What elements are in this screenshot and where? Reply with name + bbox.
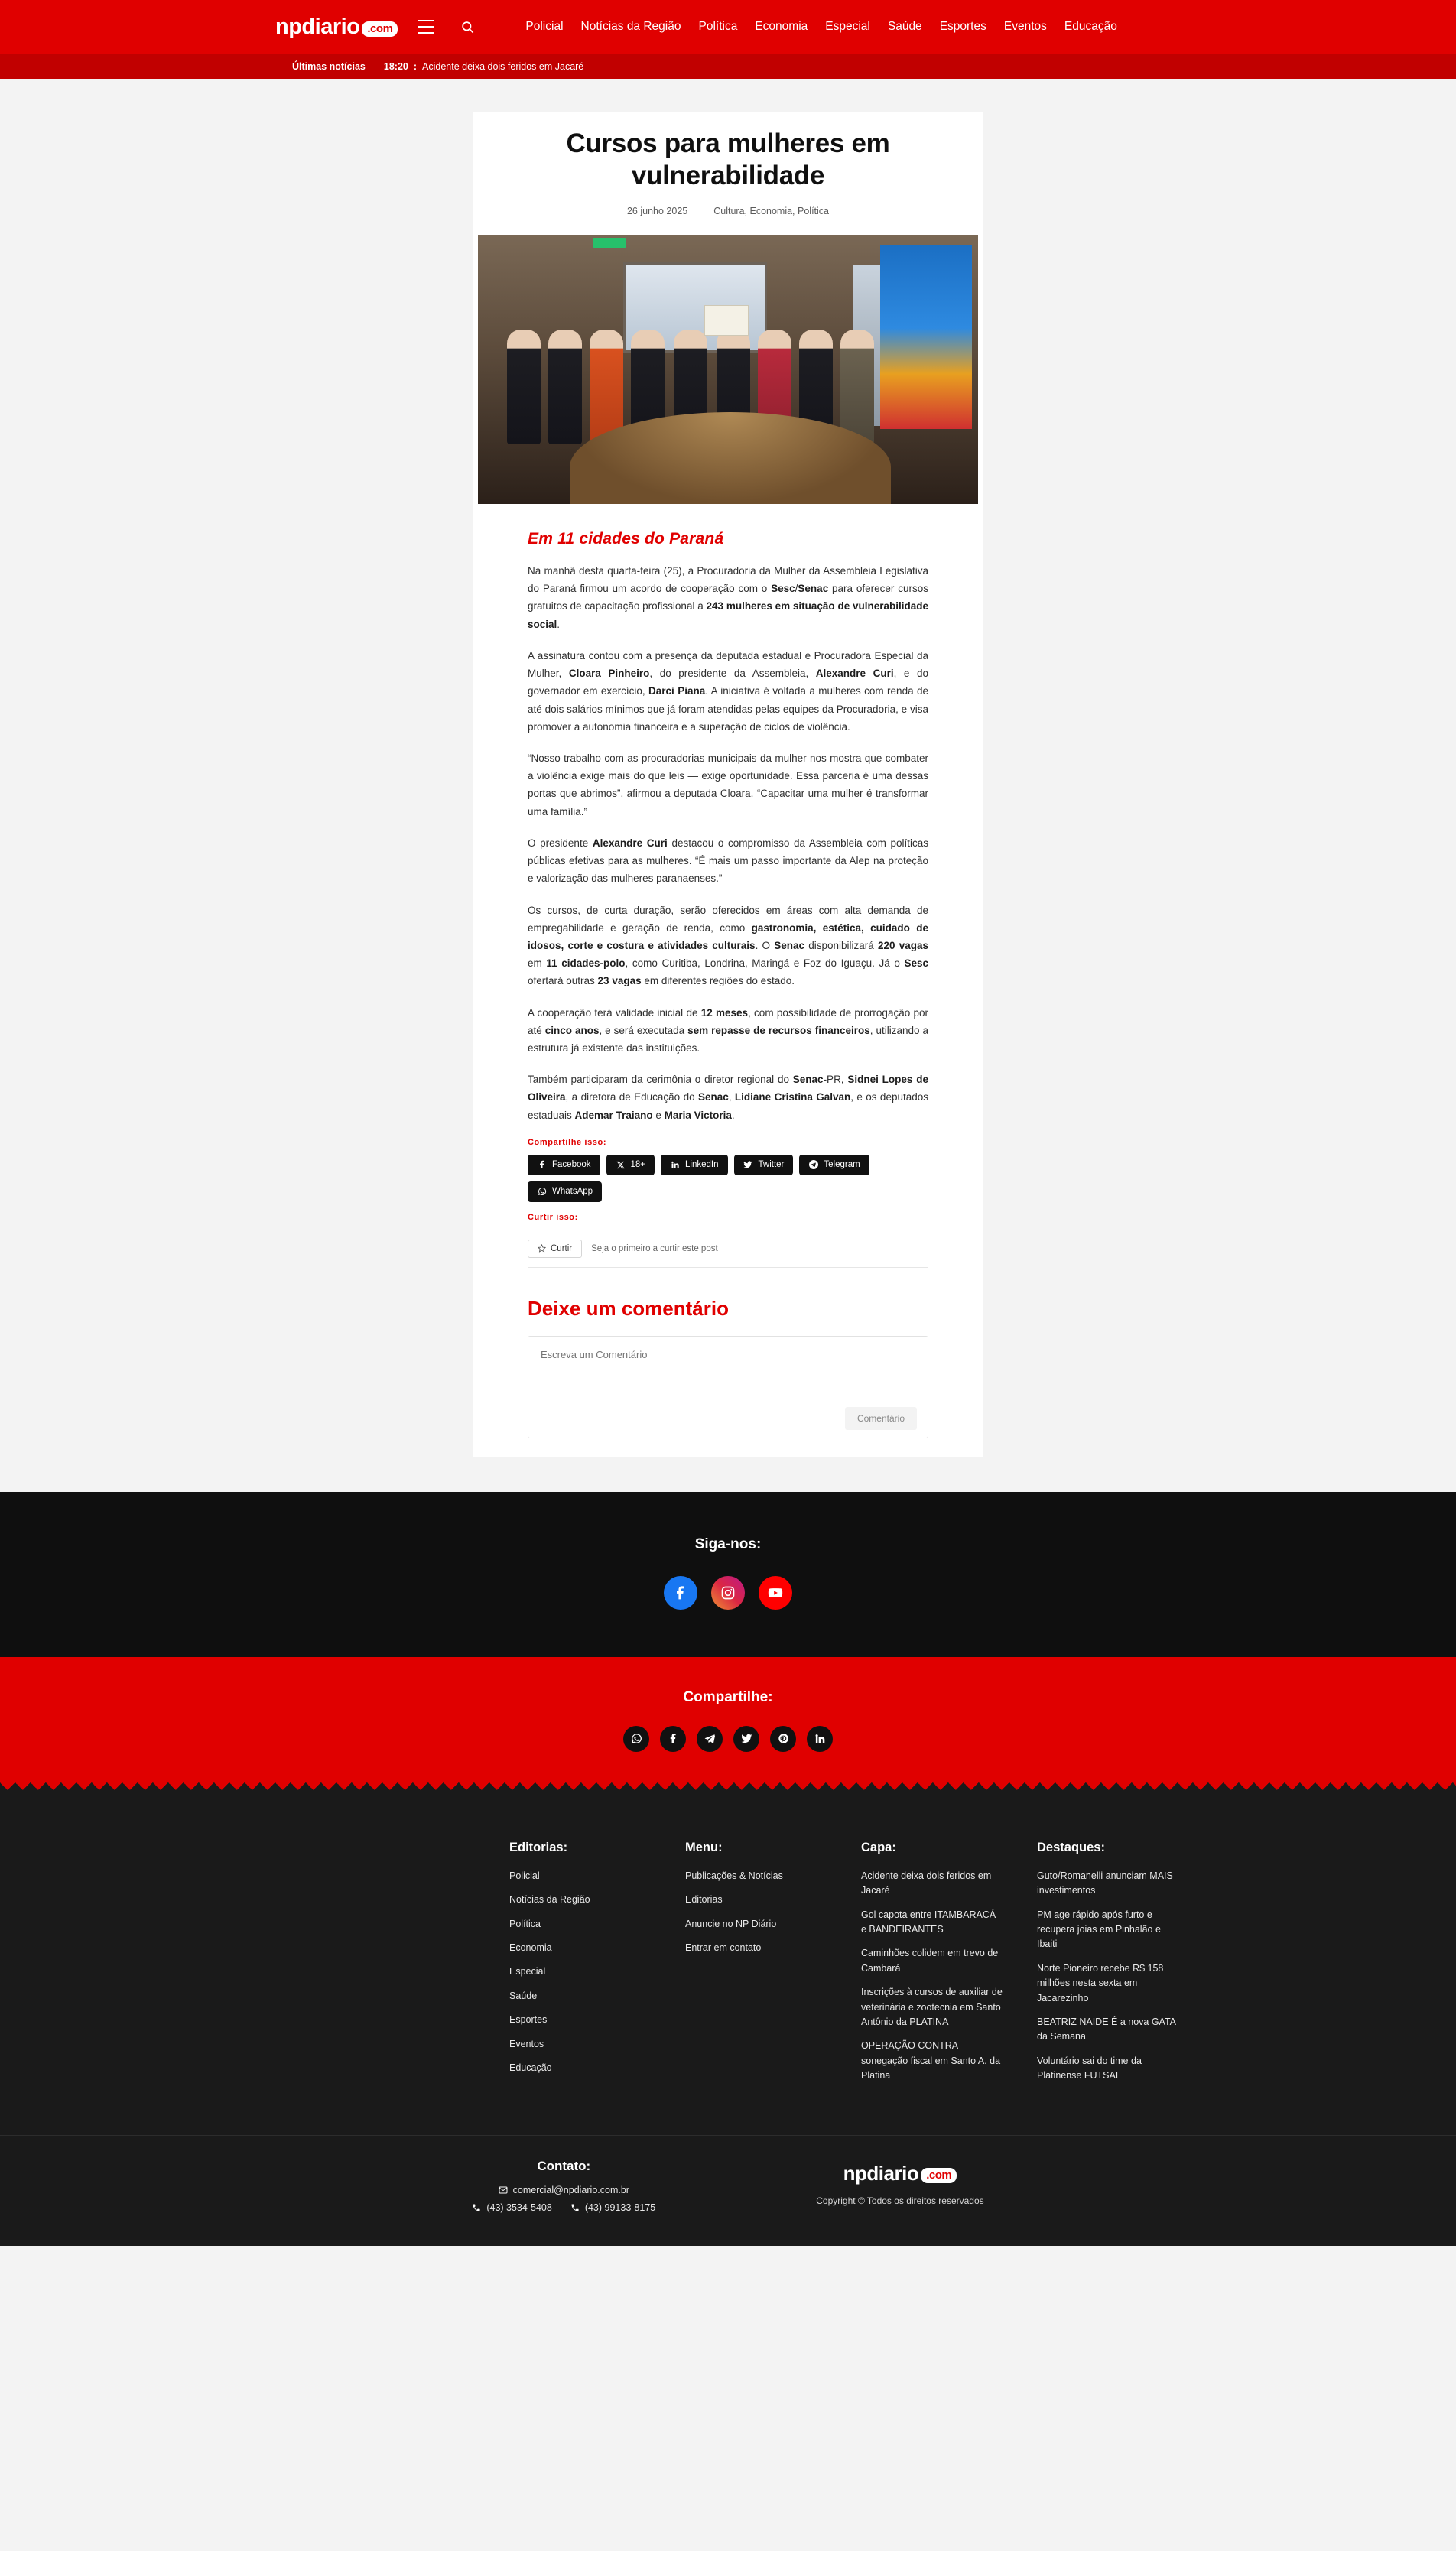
footer-link[interactable]: Entrar em contato xyxy=(685,1942,762,1954)
whatsapp-icon[interactable] xyxy=(623,1726,649,1752)
article-paragraph: “Nosso trabalho com as procuradorias municipais da mulher nos mostra que combater a violência exige mais do que leis — exige oportunidade. Essa parceria é uma dessas portas que abrimos”, afirmou a deputada Cloara. “Capacitar uma mulher é transformar uma família.” xyxy=(528,752,928,817)
footer-column-title: Editorias: xyxy=(509,1840,568,1854)
footer-link[interactable]: Economia xyxy=(509,1942,552,1954)
article-paragraph: Os cursos, de curta duração, serão oferecidos em áreas com alta demanda de empregabilidade e geração de renda, como gastronomia, estética, cuidado de idosos, corte e costura e atividades culturais. O Senac disponibilizará 220 vagas em 11 cidades-polo, como Curitiba, Londrina, Maringá e Foz do Iguaçu. Já o Sesc ofertará outras 23 vagas em diferentes regiões do estado. xyxy=(528,904,929,987)
linkedin-icon[interactable] xyxy=(807,1726,833,1752)
youtube-icon[interactable] xyxy=(759,1576,792,1610)
follow-heading: Siga-nos: xyxy=(694,1535,762,1552)
footer-link[interactable]: Esportes xyxy=(509,2014,548,2026)
breaking-news-ticker xyxy=(0,54,1456,79)
logo-text: npdiario xyxy=(275,14,360,39)
main-navigation xyxy=(525,20,1116,34)
share-button-facebook[interactable] xyxy=(528,1155,600,1175)
facebook-icon xyxy=(537,1160,547,1170)
like-section-title: Curtir isso: xyxy=(528,1212,578,1222)
nav-item-policial[interactable]: Policial xyxy=(525,20,564,33)
comment-form xyxy=(528,1336,928,1438)
nav-item-especial[interactable]: Especial xyxy=(825,20,870,33)
footer-link[interactable]: PM age rápido após furto e recupera joias em Pinhalão e Ibaiti xyxy=(1037,1909,1161,1950)
share-button-label: Facebook xyxy=(552,1159,591,1169)
footer-link[interactable]: Publicações & Notícias xyxy=(685,1870,783,1881)
footer-brand xyxy=(816,2159,983,2206)
footer-link[interactable]: Saúde xyxy=(509,1990,538,2001)
comment-form-footer xyxy=(528,1399,928,1438)
share-button-label: Twitter xyxy=(758,1159,785,1169)
article-paragraph: O presidente Alexandre Curi destacou o compromisso da Assembleia com políticas públicas efetivas para as mulheres. “É mais um passo importante da Alep na proteção e valorização das mulheres paranaenses.” xyxy=(528,837,929,885)
footer-column-capa xyxy=(861,1841,1037,2093)
article-meta xyxy=(473,206,983,216)
ticker-headline[interactable]: Acidente deixa dois feridos em Jacaré xyxy=(422,60,584,72)
contact-title: Contato: xyxy=(537,2159,591,2174)
contact-phones xyxy=(472,2202,655,2220)
contact-email: comercial@npdiario.com.br xyxy=(512,2185,629,2196)
comment-input[interactable] xyxy=(528,1337,928,1395)
ticker-time: 18:20 xyxy=(383,60,408,72)
follow-icon-row xyxy=(0,1576,1456,1610)
phone-icon xyxy=(570,2203,580,2212)
pinterest-icon[interactable] xyxy=(770,1726,796,1752)
footer-link[interactable]: Eventos xyxy=(509,2038,544,2049)
article-paragraph: Na manhã desta quarta-feira (25), a Procuradoria da Mulher da Assembleia Legislativa do Paraná firmou um acordo de cooperação com o Sesc/Senac para oferecer cursos gratuitos de capacitação profissional a 243 mulheres em situação de vulnerabilidade social. xyxy=(528,565,929,630)
share-button-label: WhatsApp xyxy=(552,1186,593,1196)
hamburger-icon[interactable] xyxy=(418,20,434,34)
article-categories[interactable]: Cultura, Economia, Política xyxy=(713,206,829,216)
telegram-icon xyxy=(808,1160,818,1170)
share-button-label: LinkedIn xyxy=(685,1159,719,1169)
footer-column-title: Menu: xyxy=(685,1840,723,1854)
footer-link[interactable]: Voluntário sai do time da Platinense FUTSAL xyxy=(1037,2055,1142,2081)
footer-link-list xyxy=(685,1869,861,1956)
like-note: Seja o primeiro a curtir este post xyxy=(591,1243,718,1253)
search-icon[interactable] xyxy=(457,17,477,37)
article-paragraph: A cooperação terá validade inicial de 12 meses, com possibilidade de prorrogação por até cinco anos, e será executada sem repasse de recursos financeiros, utilizando a estrutura já existente das instituições. xyxy=(528,1006,928,1055)
star-icon xyxy=(538,1244,546,1253)
article-date: 26 junho 2025 xyxy=(626,206,688,216)
like-row xyxy=(528,1230,928,1268)
page-body xyxy=(0,79,1456,1492)
like-button-label: Curtir xyxy=(551,1243,573,1253)
share-button-twitter[interactable] xyxy=(734,1155,794,1175)
contact-phone-row[interactable] xyxy=(472,2202,551,2213)
ticker-separator: : xyxy=(413,60,418,72)
share-band-icon-row xyxy=(0,1726,1456,1752)
telegram-icon[interactable] xyxy=(697,1726,723,1752)
share-button-linkedin[interactable] xyxy=(661,1155,727,1175)
footer-link[interactable]: Editorias xyxy=(685,1894,723,1906)
contact-phone-row[interactable] xyxy=(570,2202,655,2213)
contact-phone-2: (43) 99133-8175 xyxy=(584,2202,656,2214)
nav-item-economia[interactable]: Economia xyxy=(755,20,808,33)
facebook-icon[interactable] xyxy=(664,1576,697,1610)
footer-link[interactable]: Política xyxy=(509,1918,541,1929)
footer-link[interactable]: Gol capota entre ITAMBARACÁ e BANDEIRANTES xyxy=(861,1909,996,1935)
article-kicker: Em 11 cidades do Paraná xyxy=(528,530,724,548)
share-button-label: Telegram xyxy=(824,1159,860,1169)
site-logo[interactable] xyxy=(275,16,398,38)
footer-bottom xyxy=(0,2135,1456,2246)
comment-heading: Deixe um comentário xyxy=(528,1296,729,1320)
footer-link-list xyxy=(861,1869,1037,2084)
article-image xyxy=(478,235,978,504)
footer-logo[interactable] xyxy=(816,2163,983,2185)
footer-columns xyxy=(300,1840,1176,2093)
article-body xyxy=(473,530,983,1438)
copyright-text: Copyright © Todos os direitos reservados xyxy=(816,2195,984,2207)
nav-item-eventos[interactable]: Eventos xyxy=(1003,20,1047,33)
nav-item-saude[interactable]: Saúde xyxy=(887,20,922,33)
zigzag-divider xyxy=(0,1782,1456,1798)
like-button[interactable] xyxy=(528,1240,582,1258)
twitter-icon[interactable] xyxy=(733,1726,759,1752)
footer-link[interactable]: Anuncie no NP Diário xyxy=(685,1918,777,1929)
share-section-title: Compartilhe isso: xyxy=(528,1137,607,1147)
footer-column-menu xyxy=(685,1841,861,2093)
footer-logo-text: npdiario xyxy=(843,2162,919,2185)
footer-column-title: Capa: xyxy=(861,1840,896,1854)
phone-icon xyxy=(472,2203,481,2212)
share-button-whatsapp[interactable] xyxy=(528,1181,602,1202)
footer-column-title: Destaques: xyxy=(1037,1840,1105,1854)
footer-link[interactable]: BEATRIZ NAIDE É a nova GATA da Semana xyxy=(1037,2016,1176,2042)
nav-item-esportes[interactable]: Esportes xyxy=(939,20,986,33)
footer-link[interactable]: Guto/Romanelli anunciam MAIS investimentos xyxy=(1037,1870,1173,1896)
share-button-label: 18+ xyxy=(630,1159,646,1169)
ticker-label: Últimas notícias xyxy=(292,60,366,72)
footer-link[interactable]: Caminhões colidem em trevo de Cambará xyxy=(861,1948,999,1974)
share-band xyxy=(0,1657,1456,1782)
site-header xyxy=(0,0,1456,54)
twitter-icon xyxy=(743,1160,753,1170)
share-button-telegram[interactable] xyxy=(799,1155,869,1175)
article-paragraph: A assinatura contou com a presença da deputada estadual e Procuradora Especial da Mulher, Cloara Pinheiro, do presidente da Assembleia, Alexandre Curi, e do governador em exercício, Darci Piana. A iniciativa é voltada a mulheres com renda de até dois salários mínimos que já foram atendidas pelas equipes da Procuradoria, e visa promover a autonomia financeira e a superação de ciclos de violência. xyxy=(528,649,929,733)
linkedin-icon xyxy=(670,1160,680,1170)
footer-link[interactable]: Norte Pioneiro recebe R$ 158 milhões nesta sexta em Jacarezinho xyxy=(1037,1962,1164,2003)
footer-link[interactable]: Policial xyxy=(509,1870,540,1881)
nav-item-noticias-da-regiao[interactable]: Notícias da Região xyxy=(580,20,681,33)
x-twitter-icon xyxy=(616,1160,626,1170)
nav-item-politica[interactable]: Política xyxy=(698,20,738,33)
instagram-icon[interactable] xyxy=(711,1576,745,1610)
footer-column-destaques xyxy=(1037,1841,1213,2093)
mail-icon xyxy=(499,2185,508,2195)
follow-section xyxy=(0,1492,1456,1657)
footer-logo-suffix: .com xyxy=(921,2168,957,2183)
contact-phone-1: (43) 3534-5408 xyxy=(486,2202,552,2214)
comment-submit-button[interactable]: Comentário xyxy=(845,1407,917,1430)
share-button-x[interactable] xyxy=(606,1155,655,1175)
article-card xyxy=(473,112,983,1457)
contact-block xyxy=(472,2159,655,2220)
footer-link[interactable]: OPERAÇÃO CONTRA sonegação fiscal em Santo A. da Platina xyxy=(861,2040,1001,2081)
footer-link[interactable]: Educação xyxy=(509,2062,552,2073)
whatsapp-icon xyxy=(537,1187,547,1197)
page-title: Cursos para mulheres em vulnerabilidade xyxy=(566,128,890,190)
footer-link[interactable]: Inscrições à cursos de auxiliar de veterinária e zootecnia em Santo Antônio da PLATINA xyxy=(861,1987,1003,2027)
article-paragraph: Também participaram da cerimônia o diretor regional do Senac-PR, Sidnei Lopes de Oliveira, a diretora de Educação do Senac, Lidiane Cristina Galvan, e os deputados estaduais Ademar Traiano e Maria Victoria. xyxy=(528,1074,928,1121)
footer-link-list xyxy=(1037,1869,1213,2084)
logo-suffix: .com xyxy=(362,21,398,37)
share-buttons xyxy=(528,1155,928,1202)
contact-email-row[interactable] xyxy=(472,2185,655,2195)
footer-link-list xyxy=(509,1869,685,2075)
footer-column-editorias xyxy=(509,1841,685,2093)
footer-link[interactable]: Acidente deixa dois feridos em Jacaré xyxy=(861,1870,992,1896)
footer-link[interactable]: Especial xyxy=(509,1966,546,1977)
footer-link[interactable]: Notícias da Região xyxy=(509,1894,590,1906)
share-band-heading: Compartilhe: xyxy=(683,1688,773,1705)
site-footer xyxy=(0,1798,1456,2247)
facebook-icon[interactable] xyxy=(660,1726,686,1752)
nav-item-educacao[interactable]: Educação xyxy=(1064,20,1117,33)
